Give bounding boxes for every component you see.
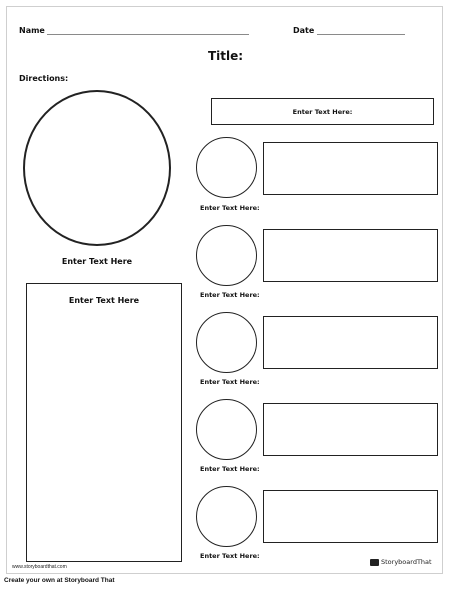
tall-box-text: Enter Text Here [68,296,140,305]
row-2-box [263,229,438,282]
row-5-caption: Enter Text Here: [200,552,260,560]
row-1-circle [196,137,257,198]
large-circle [23,90,171,246]
row-1-caption: Enter Text Here: [200,204,260,212]
name-line [47,34,249,35]
top-box-text: Enter Text Here: [292,108,353,116]
row-4-circle [196,399,257,460]
row-2-circle [196,225,257,286]
row-2-caption: Enter Text Here: [200,291,260,299]
row-3-box [263,316,438,369]
row-4-caption: Enter Text Here: [200,465,260,473]
date-line [317,34,405,35]
page-title: Title: [207,49,244,63]
row-4-box [263,403,438,456]
name-label: Name [19,26,45,35]
storyboardthat-logo-icon [370,559,379,566]
footer-brand: StoryboardThat [381,558,432,566]
footer-site: www.storyboardthat.com [12,564,67,570]
top-text-box [211,98,434,125]
row-1-box [263,142,438,195]
tall-text-box [26,283,182,562]
row-5-circle [196,486,257,547]
row-5-box [263,490,438,543]
bottom-note: Create your own at Storyboard That [4,577,115,584]
large-circle-caption: Enter Text Here [61,257,133,266]
row-3-circle [196,312,257,373]
directions-label: Directions: [19,74,69,83]
row-3-caption: Enter Text Here: [200,378,260,386]
date-label: Date [293,26,315,35]
worksheet-page [6,6,443,574]
